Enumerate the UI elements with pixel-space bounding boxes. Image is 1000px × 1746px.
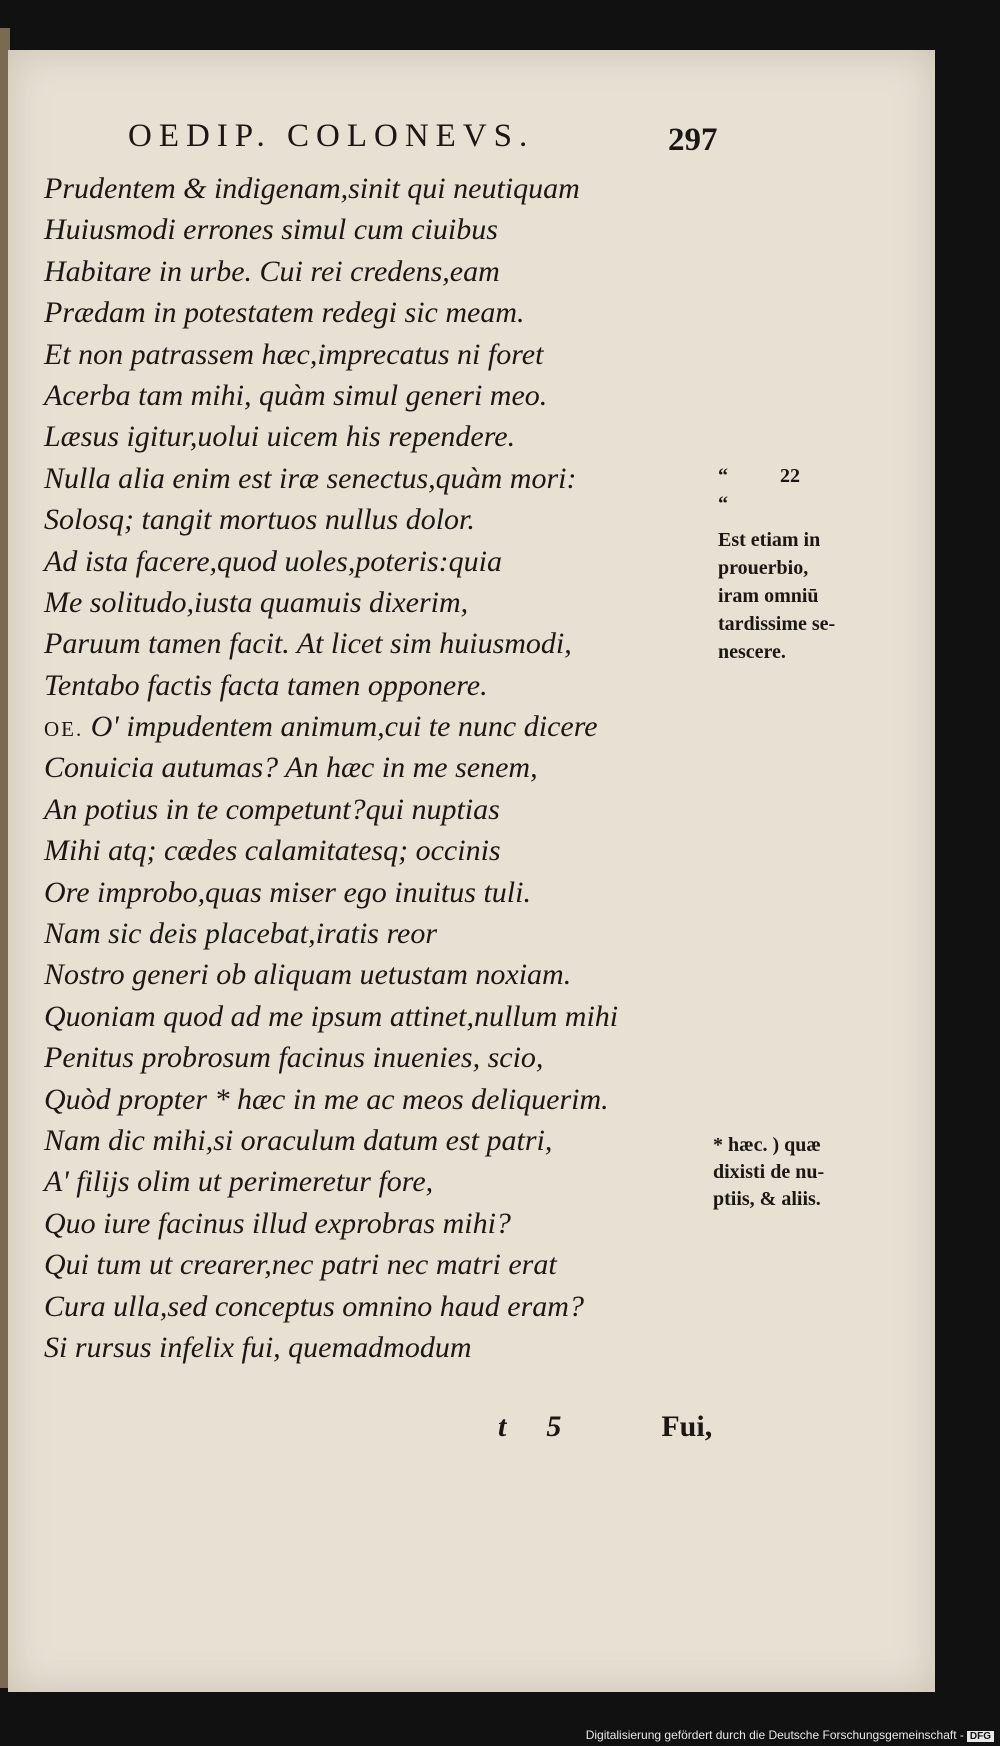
speaker-label: OE.: [44, 717, 84, 742]
quote-marks: “: [718, 493, 728, 515]
signature-mark: t: [498, 1410, 507, 1443]
note-line: Est etiam in: [718, 529, 821, 551]
verse-line: Conuicia autumas? An hæc in me senem,: [44, 751, 538, 785]
verse-line: A' filijs olim ut perimeretur fore,: [44, 1165, 434, 1199]
verse-line: Penitus probrosum facinus inuenies, scio,: [44, 1041, 544, 1075]
note-line: nescere.: [718, 641, 786, 663]
verse-line: Nam dic mihi,si oraculum datum est patri,: [44, 1123, 553, 1157]
verse-line: OE. O' impudentem animum,cui te nunc dicere: [44, 710, 598, 744]
verse-line: An potius in te competunt?qui nuptias: [44, 792, 500, 826]
quote-marks: “: [718, 465, 728, 487]
verse-line: Quoniam quod ad me ipsum attinet,nullum mihi: [44, 999, 619, 1033]
verse-line: Nulla alia enim est iræ senectus,quàm mori:: [44, 461, 577, 495]
dfg-logo: DFG: [967, 1731, 994, 1742]
running-title: OEDIP. COLONEVS.: [128, 118, 535, 154]
verse-line: Læsus igitur,uolui uicem his rependere.: [44, 420, 516, 454]
verse-line: Quo iure facinus illud exprobras mihi?: [44, 1206, 511, 1240]
verse-line: Me solitudo,iusta quamuis dixerim,: [44, 585, 469, 619]
verse-line: Ore improbo,quas miser ego inuitus tuli.: [44, 875, 531, 909]
verse-text: [44, 168, 684, 1368]
verse-line: Tentabo factis facta tamen opponere.: [44, 668, 488, 702]
verse-line: Nam sic deis placebat,iratis reor: [44, 917, 438, 951]
verse-line: Ad ista facere,quod uoles,poteris:quia: [44, 544, 502, 578]
note-line: dixisti de nu-: [713, 1161, 825, 1183]
margin-note-haec: [713, 1132, 918, 1213]
note-line: prouerbio,: [718, 557, 809, 579]
verse-line: Si rursus infelix fui, quemadmodum: [44, 1330, 472, 1364]
page-number: 297: [668, 122, 718, 158]
verse-line: Huiusmodi errones simul cum ciuibus: [44, 213, 498, 247]
verse-line: Nostro generi ob aliquam uetustam noxiam.: [44, 958, 572, 992]
verse-line: Paruum tamen facit. At licet sim huiusmodi,: [44, 627, 572, 661]
note-line: iram omniū: [718, 585, 819, 607]
attribution: Digitalisierung gefördert durch die Deutsche Forschungsgemeinschaft - DFG: [586, 1728, 994, 1742]
note-line: * hæc. ) quæ: [713, 1134, 821, 1156]
verse-line: Habitare in urbe. Cui rei credens,eam: [44, 254, 500, 288]
book-page: [8, 50, 935, 1692]
verse-line: Quòd propter * hæc in me ac meos deliquerim.: [44, 1082, 609, 1116]
verse-line: Solosq; tangit mortuos nullus dolor.: [44, 503, 475, 537]
catchword: Fui,: [661, 1410, 713, 1443]
verse-line: Prudentem & indigenam,sinit qui neutiquam: [44, 172, 580, 205]
verse-line: Prædam in potestatem redegi sic meam.: [44, 296, 525, 330]
verse-line: Et non patrassem hæc,imprecatus ni foret: [44, 337, 544, 371]
note-line: tardissime se-: [718, 613, 836, 635]
signature-number: 5: [546, 1410, 562, 1443]
line-reference: 22: [780, 465, 800, 487]
page-footer: [498, 1410, 712, 1444]
verse-line: Cura ulla,sed conceptus omnino haud eram?: [44, 1289, 584, 1323]
verse-line: Acerba tam mihi, quàm simul generi meo.: [44, 378, 548, 412]
verse-line: Mihi atq; cædes calamitatesq; occinis: [44, 834, 501, 868]
margin-note-proverb: [718, 462, 918, 666]
note-line: ptiis, & aliis.: [713, 1188, 821, 1210]
verse-line: Qui tum ut crearer,nec patri nec matri erat: [44, 1248, 557, 1282]
